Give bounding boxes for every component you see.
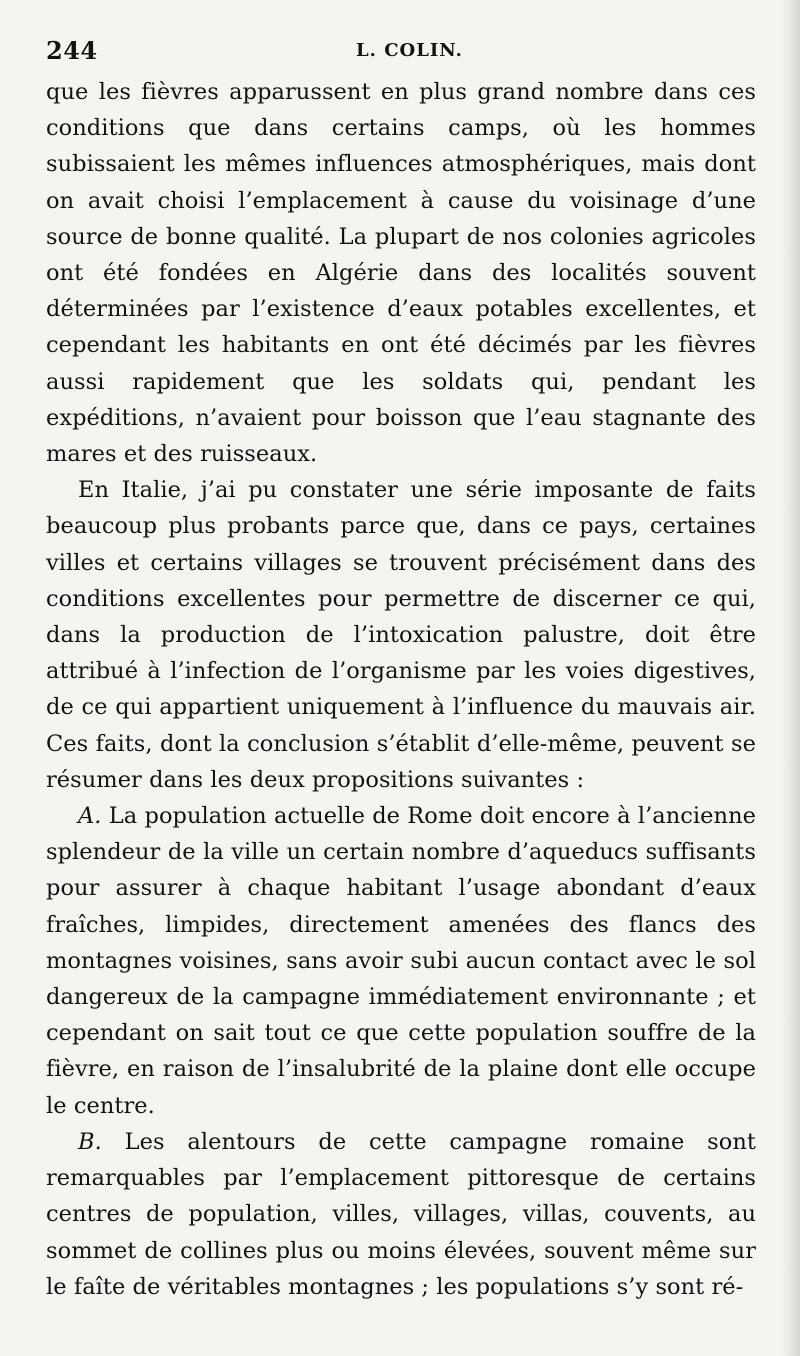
body-text [46, 74, 756, 1305]
page-number: 244 [46, 36, 98, 65]
page-header [46, 36, 756, 70]
running-head: L. COLIN. [356, 40, 463, 61]
paragraph-continuation: que les fièvres apparussent en plus grand nombre dans ces conditions que dans certains camps, où les hommes subissaient les mêmes influences atmosphériques, mais dont on avait choisi l’emplacement à cause du voisinage d’une source de bonne qualité. La plupart de nos colonies agricoles ont été fondées en Algérie dans des localités souvent déterminées par l’existence d’eaux potables excellentes, et cependant les habitants en ont été décimés par les fièvres aussi rapidement que les soldats qui, pendant les expéditions, n’avaient pour boisson que l’eau stagnante des mares et des ruisseaux. [46, 79, 756, 468]
proposition-a-text: La population actuelle de Rome doit encore à l’ancienne splendeur de la ville un certain nombre d’aqueducs suffisants pour assurer à chaque habitant l’usage abondant d’eaux fraîches, limpides, directement amenées des flancs des montagnes voisines, sans avoir subi aucun contact avec le sol dangereux de la campagne immédiatement environnante ; et cependant on sait tout ce que cette population souffre de la fièvre, en raison de l’insalubrité de la plaine dont elle occupe le centre. [46, 803, 756, 1119]
proposition-a-marker: A. [78, 803, 102, 830]
proposition-b [46, 1124, 756, 1305]
paragraph-italy: En Italie, j’ai pu constater une série imposante de faits beaucoup plus probants parce que, dans ce pays, certaines villes et certains villages se trouvent précisément dans des conditions excellentes pour permettre de discerner ce qui, dans la production de l’intoxication palustre, doit être attribué à l’infection de l’organisme par les voies digestives, de ce qui appartient uniquement à l’influence du mauvais air. Ces faits, dont la conclusion s’établit d’elle-même, peuvent se résumer dans les deux propositions suivantes : [46, 477, 756, 793]
proposition-b-text: Les alentours de cette campagne romaine sont remarquables par l’emplacement pittoresque de certains centres de population, villes, villages, villas, couvents, au sommet de collines plus ou moins élevées, souvent même sur le faîte de véritables montagnes ; les populations s’y sont ré- [46, 1128, 757, 1300]
proposition-b-marker: B. [78, 1128, 102, 1155]
proposition-a [46, 798, 756, 1124]
